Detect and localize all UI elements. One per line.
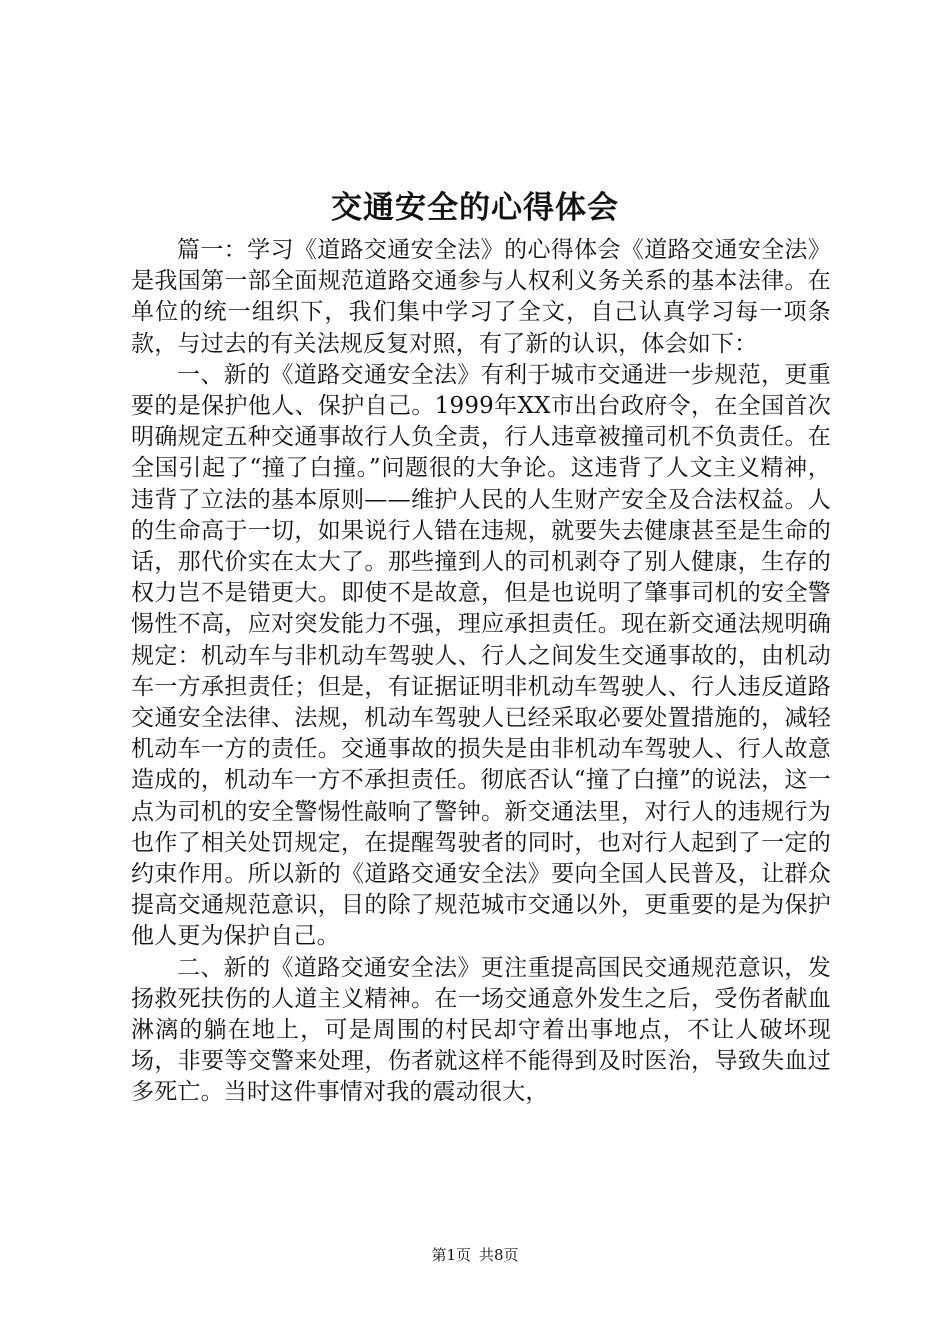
paragraph-section-one: 一、新的《道路交通安全法》有利于城市交通进一步规范，更重要的是保护他人、保护自己。1999年XX市出台政府令，在全国首次明确规定五种交通事故行人负全责，行人违章被撞司机不负责任。在全国引起了“撞了白撞。”问题很的大争论。这违背了人文主义精神，违背了立法的基本原则——维护人民的人生财产安全及合法权益。人的生命高于一切，如果说行人错在违规，就要失去健康甚至是生命的话，那代价实在太大了。那些撞到人的司机剥夺了别人健康，生存的权力岂不是错更大。即使不是故意，但是也说明了肇事司机的安全警惕性不高，应对突发能力不强，理应承担责任。现在新交通法规明确规定：机动车与非机动车驾驶人、行人之间发生交通事故的，由机动车一方承担责任；但是，有证据证明非机动车驾驶人、行人违反道路交通安全法律、法规，机动车驾驶人已经采取必要处置措施的，减轻机动车一方的责任。交通事故的损失是由非机动车驾驶人、行人故意造成的，机动车一方不承担责任。彻底否认“撞了白撞”的说法，这一点为司机的安全警惕性敲响了警钟。新交通法里，对行人的违规行为也作了相关处罚规定，在提醒驾驶者的同时，也对行人起到了一定的约束作用。所以新的《道路交通安全法》要向全国人民普及，让群众提高交通规范意识，目的除了规范城市交通以外，更重要的是为保护他人更为保护自己。 (131, 361, 831, 950)
page-footer (0, 1245, 950, 1265)
paragraph-intro: 篇一：学习《道路交通安全法》的心得体会《道路交通安全法》是我国第一部全面规范道路交通参与人权利义务关系的基本法律。在单位的统一组织下，我们集中学习了全文，自己认真学习每一项条款，与过去的有关法规反复对照，有了新的认识，体会如下： (131, 237, 831, 357)
page-number: 第1页 (431, 1246, 471, 1264)
paragraph-section-two: 二、新的《道路交通安全法》更注重提高国民交通规范意识，发扬救死扶伤的人道主义精神。在一场交通意外发生之后，受伤者献血淋漓的躺在地上，可是周围的村民却守着出事地点，不让人破坏现场，非要等交警来处理，伤者就这样不能得到及时医治，导致失血过多死亡。当时这件事情对我的震动很大， (131, 954, 831, 1106)
document-body (131, 235, 831, 1109)
page-total: 共8页 (479, 1246, 519, 1264)
document-title: 交通安全的心得体会 (331, 190, 619, 226)
